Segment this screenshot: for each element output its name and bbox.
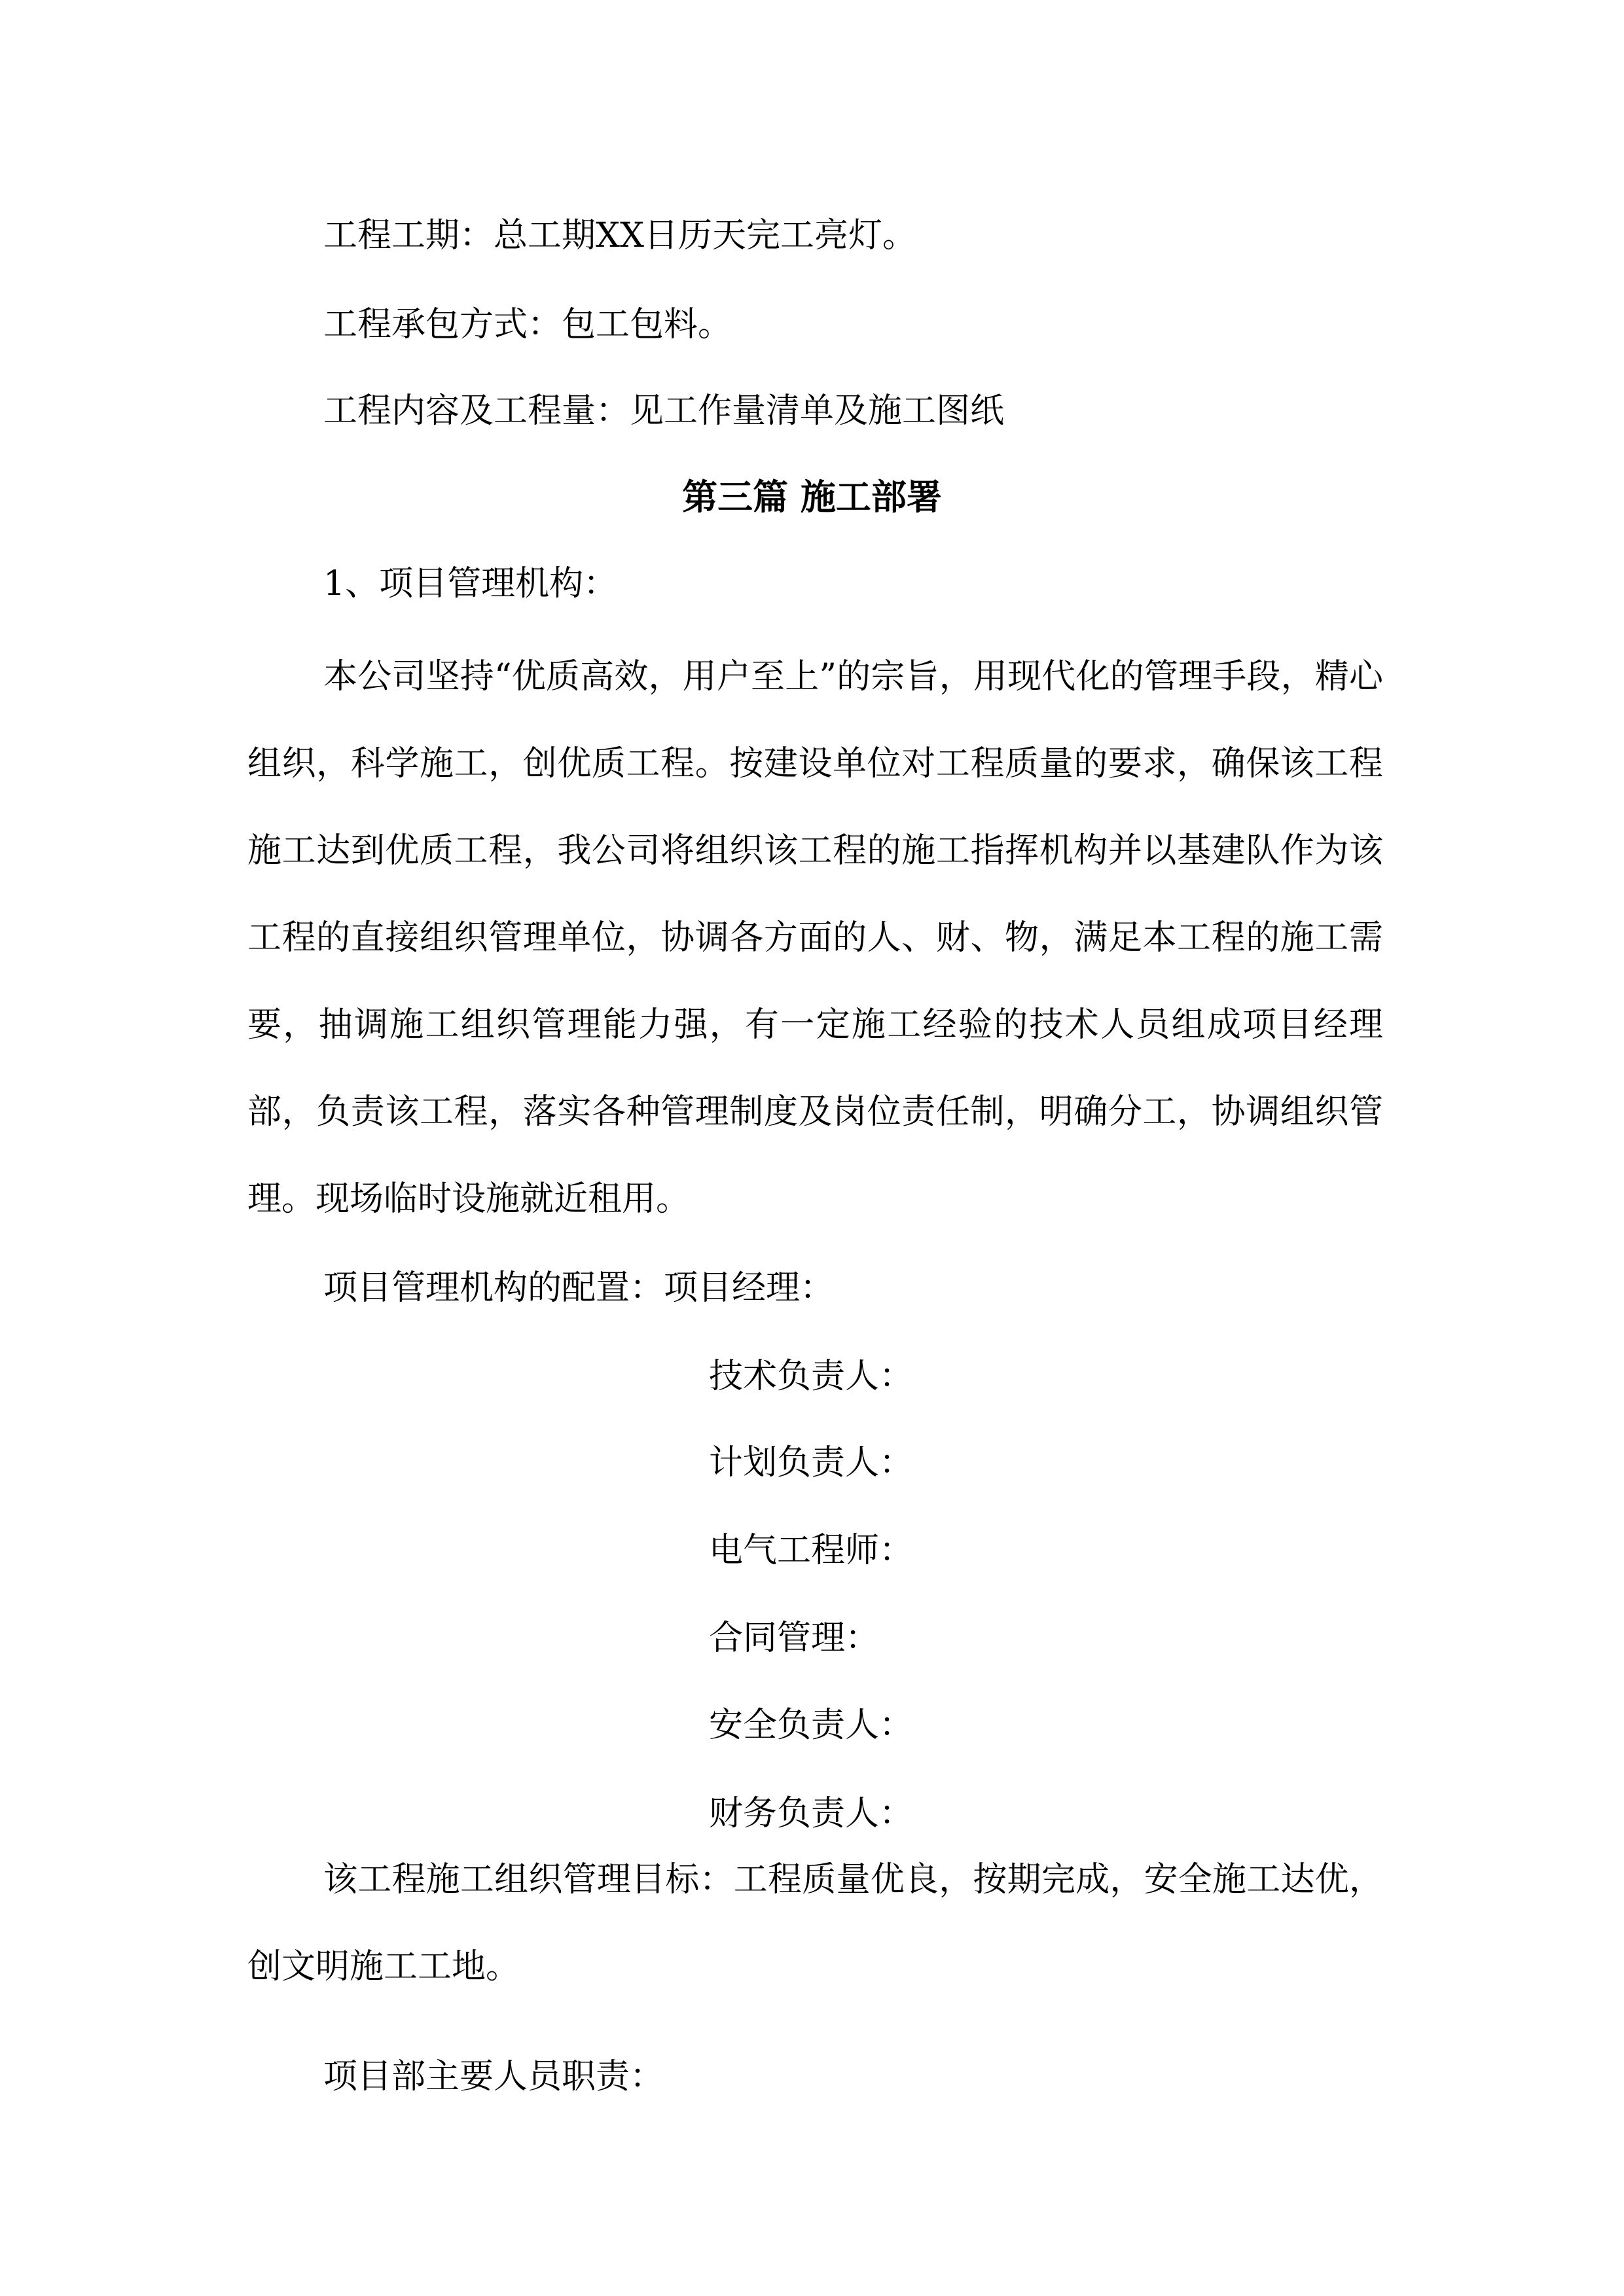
section-1-title: 1、项目管理机构：	[323, 564, 618, 603]
config-role: 财务负责人：	[709, 1794, 914, 1833]
management-goal-paragraph: 该工程施工组织管理目标：工程质量优良，按期完成，安全施工达优，创文明施工工地。	[247, 1860, 1383, 1986]
config-role: 计划负责人：	[709, 1443, 914, 1482]
config-role: 技术负责人：	[709, 1357, 914, 1396]
scope-line: 工程内容及工程量：见工作量清单及施工图纸	[323, 391, 1005, 431]
contract-mode-line: 工程承包方式：包工包料。	[323, 305, 732, 344]
duties-label: 项目部主要人员职责：	[323, 2057, 664, 2096]
config-role: 安全负责人：	[709, 1706, 914, 1745]
chapter-heading: 第三篇 施工部署	[682, 476, 942, 518]
management-paragraph: 本公司坚持“优质高效，用户至上”的宗旨，用现代化的管理手段，精心组织，科学施工，创优质工程。按建设单位对工程质量的要求，确保该工程施工达到优质工程，我公司将组织该工程的施工指挥机构并以基建队作为该工程的直接组织管理单位，协调各方面的人、财、物，满足本工程的施工需要，抽调施工组织管理能力强，有一定施工经验的技术人员组成项目经理部，负责该工程，落实各种管理制度及岗位责任制，明确分工，协调组织管理。现场临时设施就近租用。	[247, 657, 1383, 1219]
schedule-line: 工程工期：总工期XX日历天完工亮灯。	[323, 216, 917, 255]
config-role: 合同管理：	[709, 1619, 880, 1658]
config-label: 项目管理机构的配置：项目经理：	[323, 1268, 835, 1308]
config-role: 电气工程师：	[709, 1531, 914, 1570]
